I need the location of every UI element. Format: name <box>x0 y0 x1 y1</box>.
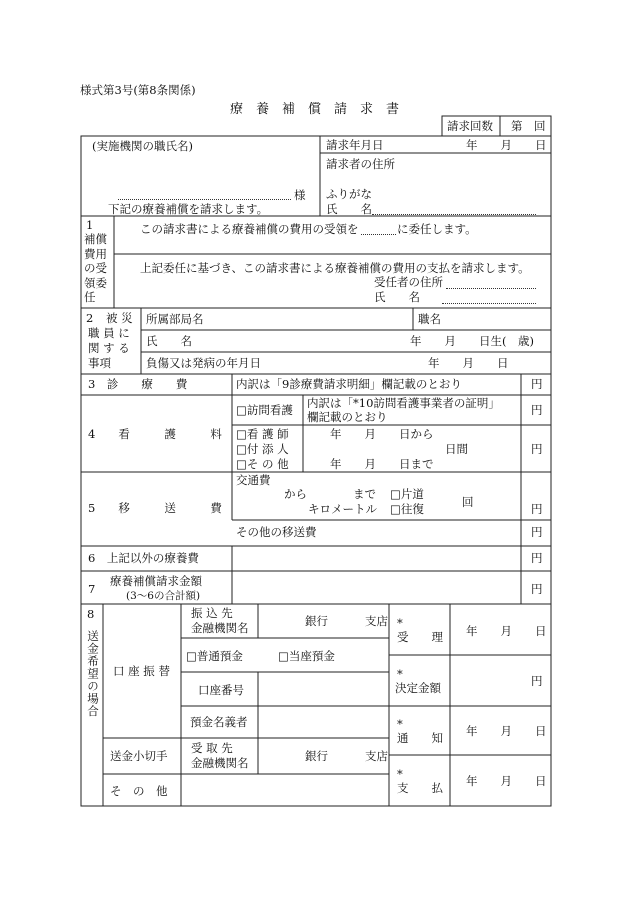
victim-label-1: 被 災 <box>106 311 133 325</box>
nursing-fee-label: 4 看 護 料 <box>88 427 222 441</box>
other-transport-label: その他の移送費 <box>236 525 317 539</box>
claim-count-label: 請求回数 <box>447 119 493 133</box>
yen-label: 円 <box>531 403 543 417</box>
nursing-days[interactable]: 日間 <box>445 442 468 456</box>
date-label: 請求年月日 <box>326 138 384 152</box>
furigana-label: ふりがな <box>326 187 372 201</box>
injury-date-label: 負傷又は発病の年月日 <box>146 356 261 370</box>
nursing-from-date[interactable]: 年 月 日から <box>330 427 434 441</box>
notice-label: 通 知 <box>397 731 443 745</box>
decision-label: 決定金額 <box>395 681 441 695</box>
recv-branch-field[interactable]: 支店 <box>365 749 388 763</box>
receipt-date[interactable]: 年 月 日 <box>466 624 547 638</box>
remit-number: 8 <box>87 607 95 621</box>
ordinary-deposit-checkbox[interactable]: □普通預金 <box>186 649 243 663</box>
notice-star: * <box>397 717 403 731</box>
delegation-vertical-label: 補償費用の受領委任 <box>84 232 107 304</box>
yen-label: 円 <box>531 377 543 391</box>
yen-label: 円 <box>531 551 543 565</box>
claimant-address-label: 請求者の住所 <box>326 157 395 171</box>
total-number: 7 <box>88 582 96 596</box>
delegation-line1-b: に委任します。 <box>397 222 477 236</box>
position-label: 職名 <box>418 312 441 326</box>
yen-label: 円 <box>531 442 543 456</box>
visit-nursing-checkbox[interactable]: □訪問看護 <box>236 403 293 417</box>
other-remit-label: そ の 他 <box>110 784 168 798</box>
delegation-line2: 上記委任に基づき、この請求書による療養補償の費用の支払を請求します。 <box>140 261 530 275</box>
bank-label-2: 金融機関名 <box>191 621 249 635</box>
form-title: 療 養 補 償 請 求 書 <box>230 102 400 117</box>
delegate-name-field[interactable] <box>442 303 536 304</box>
km-label[interactable]: キロメートル <box>308 502 377 516</box>
recv-label-1: 受 取 先 <box>191 741 233 755</box>
branch-field[interactable]: 支店 <box>365 614 388 628</box>
sama-label: 様 <box>294 188 306 202</box>
claim-count-value[interactable]: 第 回 <box>511 119 546 133</box>
delegation-line1-a: この請求書による療養補償の費用の受領を <box>140 222 359 236</box>
oneway-checkbox[interactable]: □片道 <box>390 487 424 501</box>
from-to-label[interactable]: から まで <box>284 487 376 501</box>
times-label[interactable]: 回 <box>462 495 474 509</box>
attendant-checkbox[interactable]: □付 添 人 <box>236 442 289 456</box>
yen-label: 円 <box>531 582 543 596</box>
decision-yen: 円 <box>531 674 543 688</box>
victim-label-4: 事項 <box>88 356 111 370</box>
transport-label: 交通費 <box>236 473 271 487</box>
victim-label-3: 関 す る <box>88 341 130 355</box>
receipt-label: 受 理 <box>397 630 443 644</box>
victim-label-2: 職 員 に <box>88 326 130 340</box>
bank-label-1: 振 込 先 <box>191 606 233 620</box>
delegate-address-field[interactable] <box>446 288 536 289</box>
institution-label: (実施機関の職氏名) <box>92 139 193 153</box>
payment-star: * <box>397 767 403 781</box>
medical-fee-label: 3 診 療 費 <box>88 377 188 391</box>
receipt-star: * <box>397 616 403 630</box>
account-transfer-label: 口 座 振 替 <box>113 664 170 678</box>
current-deposit-checkbox[interactable]: □当座預金 <box>278 649 335 663</box>
visit-detail-1: 内訳は「*10訪問看護事業者の証明」 <box>307 396 500 410</box>
check-label: 送金小切手 <box>110 749 168 763</box>
delegate-name-label: 氏 名 <box>374 290 420 304</box>
nursing-to-date[interactable]: 年 月 日まで <box>330 457 434 471</box>
other-nurse-checkbox[interactable]: □そ の 他 <box>236 457 289 471</box>
victim-number: 2 <box>86 311 94 325</box>
delegate-address-label: 受任者の住所 <box>374 275 443 289</box>
delegate-name-inline-field[interactable] <box>361 234 396 235</box>
delegation-number: 1 <box>86 218 94 232</box>
notice-date[interactable]: 年 月 日 <box>466 724 547 738</box>
institution-name-field[interactable] <box>118 199 291 200</box>
medical-fee-detail: 内訳は「9診療費請求明細」欄記載のとおり <box>236 377 462 391</box>
total-label-2: (3〜6の合計額) <box>126 590 201 602</box>
yen-label: 円 <box>531 525 543 539</box>
payment-label: 支 払 <box>397 781 443 795</box>
birth-date[interactable]: 年 月 日生( 歳) <box>410 334 534 348</box>
injury-date[interactable]: 年 月 日 <box>428 356 509 370</box>
claim-date[interactable]: 年 月 日 <box>466 138 547 152</box>
other-expenses-label: 6 上記以外の療養費 <box>88 551 199 565</box>
remit-vertical-label: 送金希望の場合 <box>86 630 100 718</box>
victim-name-label: 氏 名 <box>146 334 192 348</box>
roundtrip-checkbox[interactable]: □往復 <box>390 502 424 516</box>
request-text: 下記の療養補償を請求します。 <box>108 202 269 216</box>
visit-detail-2: 欄記載のとおり <box>307 410 388 424</box>
claimant-name-field[interactable] <box>372 214 536 215</box>
yen-label: 円 <box>531 502 543 516</box>
total-label-1: 療養補償請求金額 <box>110 574 202 588</box>
nurse-checkbox[interactable]: □看 護 師 <box>236 427 289 441</box>
account-holder-label: 預金名義者 <box>190 715 248 729</box>
payment-date[interactable]: 年 月 日 <box>466 774 547 788</box>
form-number: 様式第3号(第8条関係) <box>80 83 196 97</box>
recv-label-2: 金融機関名 <box>191 756 249 770</box>
transport-fee-label: 5 移 送 費 <box>88 501 222 515</box>
recv-bank-field[interactable]: 銀行 <box>305 749 328 763</box>
account-number-label: 口座番号 <box>198 683 244 697</box>
claimant-name-label: 氏 名 <box>326 202 372 216</box>
bank-field[interactable]: 銀行 <box>305 614 328 628</box>
dept-label: 所属部局名 <box>146 312 204 326</box>
decision-star: * <box>397 667 403 681</box>
